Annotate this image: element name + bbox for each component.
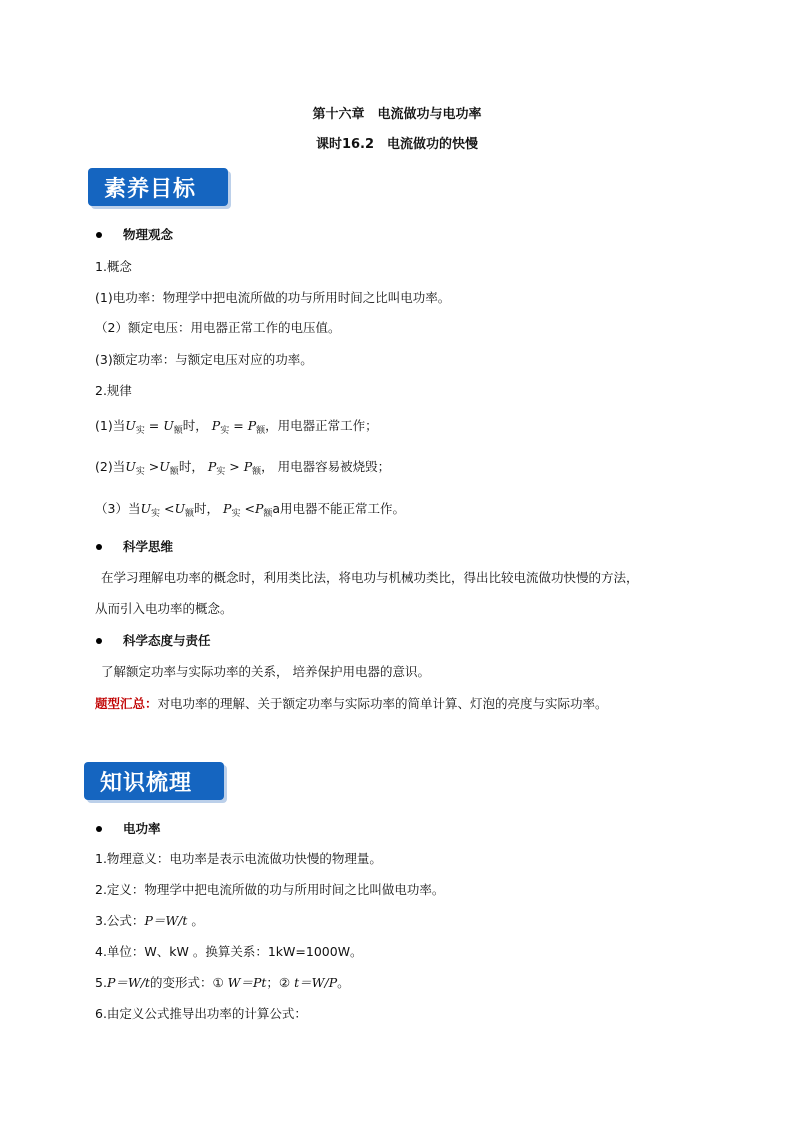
physics-concept-heading: 物理观念	[123, 227, 174, 242]
rule-2: (2)当$U_实 >U_额$时， $P_实 > P_额$， 用电器容易被烧毁；	[95, 459, 391, 477]
science-line-1: 在学习理解电功率的概念时，利用类比法，将电功与机械功类比，得出比较电流做功快慢的方法，	[101, 570, 639, 585]
concept-3: (3)额定功率：与额定电压对应的功率。	[95, 352, 313, 367]
attitude-heading: 科学态度与责任	[123, 633, 211, 648]
concept-2: （2）额定电压：用电器正常工作的电压值。	[95, 320, 341, 335]
lesson-title: 课时16.2 电流做功的快慢	[315, 137, 479, 152]
science-line-2: 从而引入电功率的概念。	[95, 601, 233, 616]
science-heading: 科学思维	[123, 539, 174, 554]
summary-line: 题型汇总：对电功率的理解、关于额定功率与实际功率的简单计算、灯泡的亮度与实际功率。	[95, 696, 608, 711]
banner-knowledge: 知识梳理	[84, 762, 224, 800]
knowledge-4: 4.单位：W、kW 。换算关系：1kW=1000W。	[95, 944, 363, 959]
banner-goals: 素养目标	[88, 168, 228, 206]
knowledge-3: 3.公式：P＝W/t 。	[95, 913, 204, 928]
knowledge-6: 6.由定义公式推导出功率的计算公式：	[95, 1006, 307, 1021]
rule-3: （3）当$U_实 <U_额$时， $P_实 <P_额a$用电器不能正常工作。	[95, 501, 406, 519]
knowledge-2: 2.定义：物理学中把电流所做的功与所用时间之比叫做电功率。	[95, 882, 445, 897]
rule-label: 2.规律	[95, 383, 132, 398]
summary-label: 题型汇总：	[95, 696, 158, 711]
bullet	[96, 544, 102, 550]
concept-label: 1.概念	[95, 259, 132, 274]
rule-1: (1)当$U_实 = U_额$时， $P_实 = P_额$，用电器正常工作；	[95, 418, 378, 436]
bullet	[96, 232, 102, 238]
bullet	[96, 826, 102, 832]
concept-1: (1)电功率：物理学中把电流所做的功与所用时间之比叫电功率。	[95, 290, 451, 305]
knowledge-heading: 电功率	[123, 821, 161, 836]
knowledge-1: 1.物理意义：电功率是表示电流做功快慢的物理量。	[95, 851, 382, 866]
bullet	[96, 638, 102, 644]
chapter-title: 第十六章 电流做功与电功率	[312, 107, 482, 122]
attitude-line: 了解额定功率与实际功率的关系， 培养保护用电器的意识。	[101, 664, 430, 679]
knowledge-5: 5.P＝W/t的变形式：① W＝Pt；② t＝W/P。	[95, 975, 350, 990]
